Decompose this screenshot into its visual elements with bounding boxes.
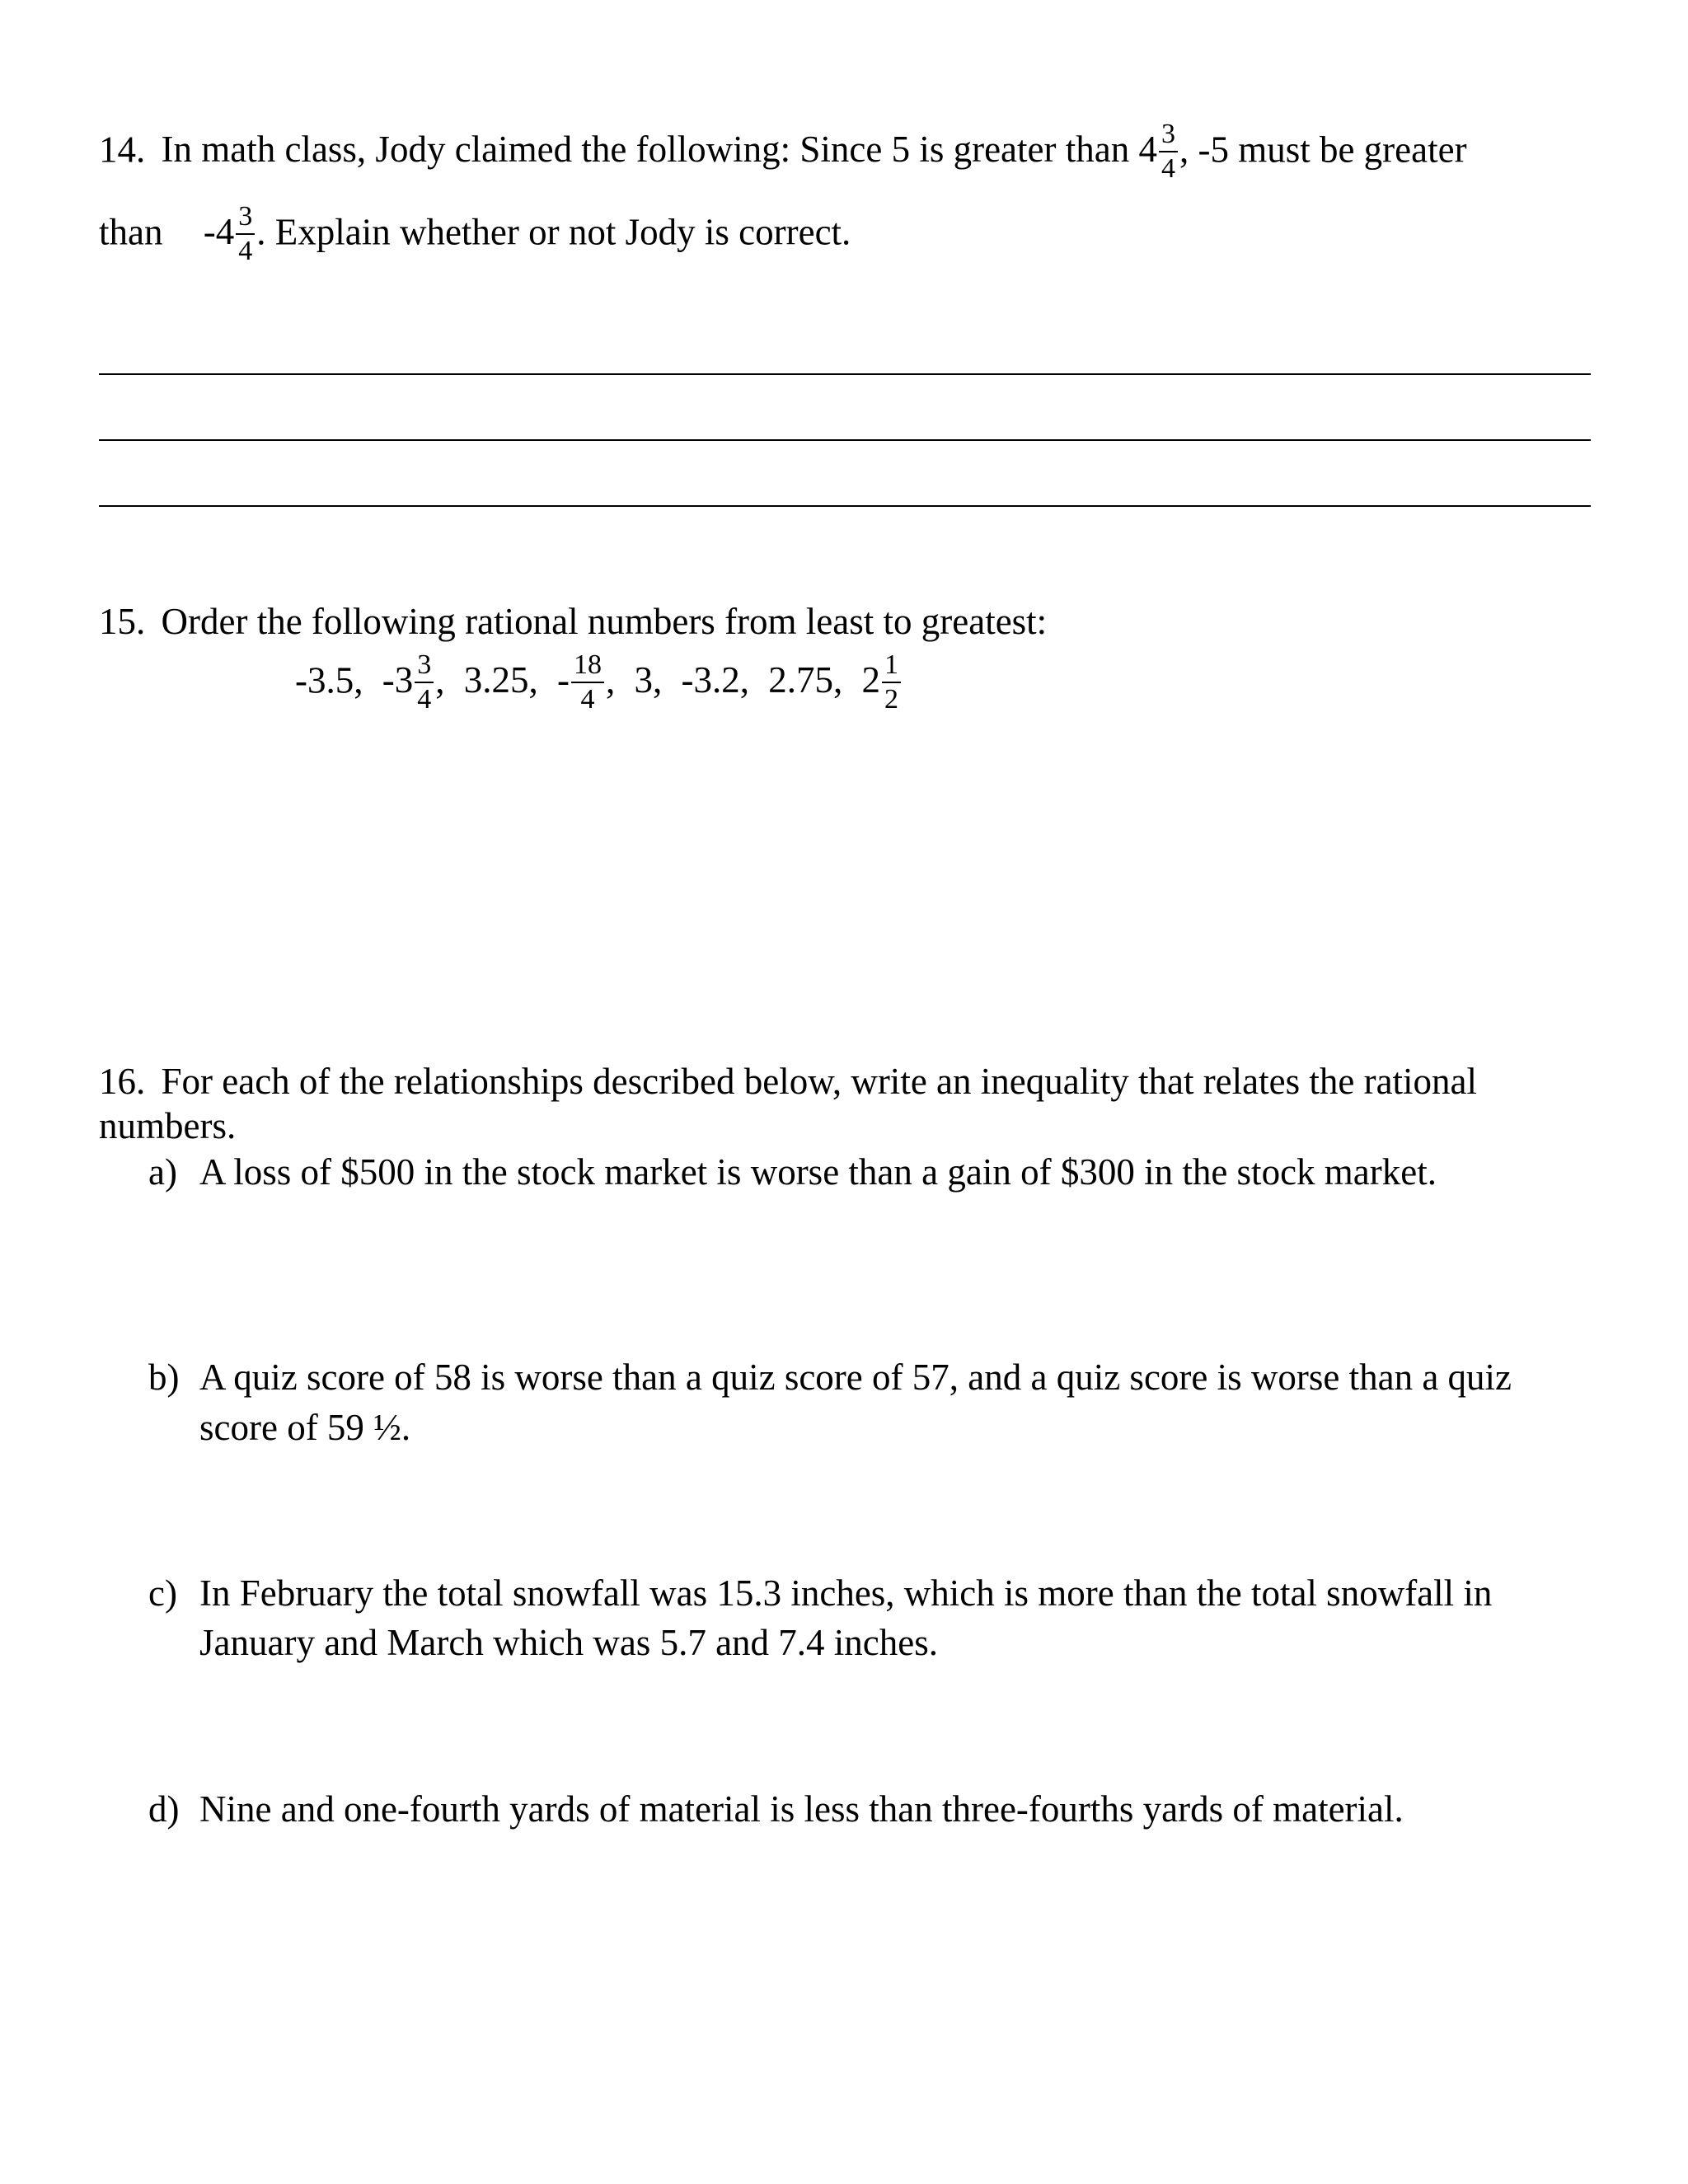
part-label: a) <box>148 1151 177 1193</box>
number-item: 2 <box>861 659 880 701</box>
number-item: 3.25, <box>463 659 538 701</box>
q16-prompt-line-2: numbers. <box>99 1105 237 1146</box>
fraction: $\frac{1}{2}$ <box>882 651 901 714</box>
q14-neg-whole: -4 <box>203 211 235 253</box>
q15-prompt-line <box>99 603 1047 640</box>
part-label: b) <box>148 1357 180 1398</box>
fraction: $\frac{3}{4}$ <box>236 203 255 265</box>
number-item: - <box>557 659 570 701</box>
answer-line[interactable] <box>99 439 1591 441</box>
q16-prompt: For each of the relationships described below, write an inequality that relates the rational <box>161 1061 1478 1102</box>
q16-prompt-line-1 <box>99 1063 1477 1100</box>
part-text: A loss of $500 in the stock market is worse than a gain of $300 in the stock market. <box>199 1151 1437 1193</box>
fraction: $\frac{18}{4}$ <box>571 651 604 714</box>
part-text: In February the total snowfall was 15.3 inches, which is more than the total snowfall in <box>199 1572 1493 1614</box>
q14-than: than <box>99 211 163 253</box>
number-item: -3.5, <box>295 659 363 701</box>
number-item: -3 <box>382 659 414 701</box>
part-label: d) <box>148 1788 180 1830</box>
question-number: 14. <box>99 129 146 171</box>
answer-line[interactable] <box>99 505 1591 507</box>
q14-line-2 <box>99 201 851 267</box>
question-number: 16. <box>99 1061 146 1102</box>
answer-line[interactable] <box>99 373 1591 375</box>
part-text: January and March which was 5.7 and 7.4 inches. <box>199 1622 939 1663</box>
number-item: -3.2, <box>681 659 749 701</box>
q14-explain: . Explain whether or not Jody is correct. <box>256 211 851 253</box>
q14-text-b: , -5 must be greater <box>1179 129 1467 171</box>
part-text: Nine and one-fourth yards of material is less than three-fourths yards of material. <box>199 1788 1404 1830</box>
number-item: 3, <box>634 659 663 701</box>
fraction: $\frac{3}{4}$ <box>1159 120 1178 183</box>
part-label: c) <box>148 1572 177 1614</box>
q15-number-list: -3.5, -3 $\frac{3}{4}$ , 3.25, - $\frac{18}{4}$ , 3, -3.2, 2.75, 2 $\frac{1}{2}$ <box>295 653 903 715</box>
part-text: score of 59 ½. <box>199 1407 411 1448</box>
fraction: $\frac{3}{4}$ <box>415 651 434 714</box>
q14-text-a: In math class, Jody claimed the following: Since 5 is greater than 4 <box>161 129 1157 171</box>
q14-line-1 <box>99 119 1467 185</box>
number-item: 2.75, <box>768 659 843 701</box>
part-text: A quiz score of 58 is worse than a quiz score of 57, and a quiz score is worse than a quiz <box>199 1357 1512 1398</box>
q15-prompt: Order the following rational numbers from least to greatest: <box>161 601 1048 642</box>
question-number: 15. <box>99 601 146 642</box>
